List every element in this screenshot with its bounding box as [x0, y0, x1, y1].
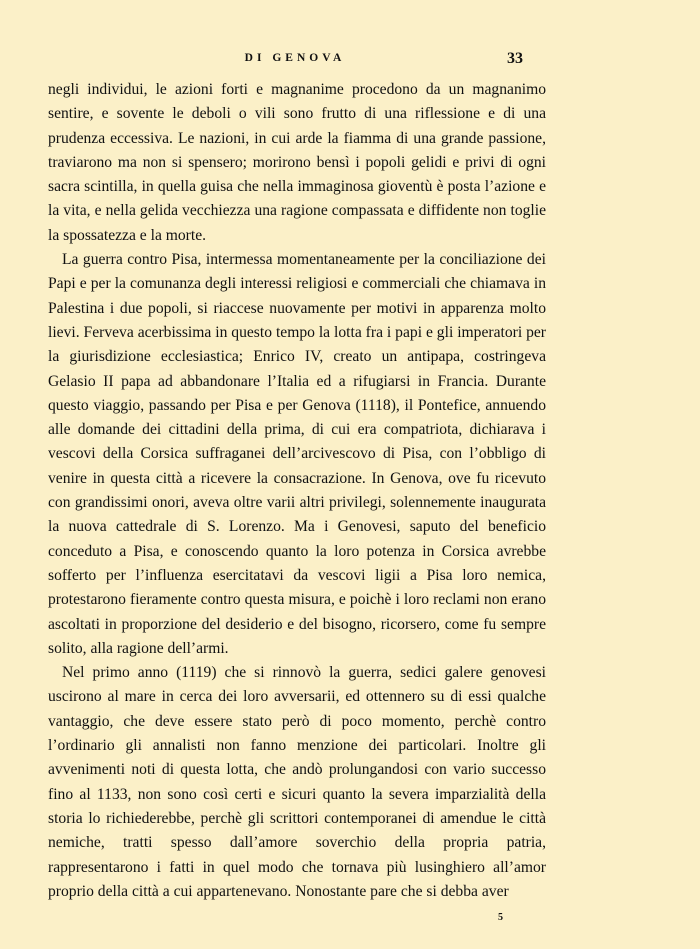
- page-number: 33: [507, 50, 523, 67]
- running-head: [0, 50, 700, 70]
- paragraph: Nel primo anno (1119) che si rinnovò la guerra, sedici galere genovesi uscirono al mare in cerca dei loro avversarii, ed ottennero su di essi qualche vantaggio, che deve essere stato però di poco momento, perchè contro l’ordinario gli annalisti non fanno menzione dei particolari. Inoltre gli avvenimenti noti di questa lotta, che andò prolungandosi con vario successo fino al 1133, non sono così certi e sicuri quanto la severa imparzialità della storia lo richiederebbe, perchè gli scrittori contemporanei di amendue le città nemiche, tratti spesso dall’amore soverchio della propria patria, rappresentarono i fatti in quel modo che tornava più lusinghiero all’amor proprio della città a cui appartenevano. Nonostante pare che si debba aver: [48, 664, 546, 900]
- signature-mark: 5: [498, 912, 503, 923]
- running-title: DI GENOVA: [244, 52, 346, 64]
- body-text: [48, 78, 546, 904]
- paragraph-continued: negli individui, le azioni forti e magnanime procedono da un magnanimo sentire, e sovente le deboli o vili sono frutto di una riflessione e di una prudenza eccessiva. Le nazioni, in cui arde la fiamma di una grande passione, traviarono ma non si spensero; morirono bensì i popoli gelidi e privi di ogni sacra scintilla, in quella guisa che nella immaginosa gioventù è posta l’azione e la vita, e nella gelida vecchiezza una ragione compassata e diffidente non toglie la spossatezza e la morte.: [48, 81, 546, 244]
- paragraph: La guerra contro Pisa, intermessa momentaneamente per la conciliazione dei Papi e per la comunanza degli interessi religiosi e commerciali che chiamava in Palestina i due popoli, si riaccese nuovamente per motivi in apparenza molto lievi. Ferveva acerbissima in questo tempo la lotta fra i papi e gli imperatori per la giurisdizione ecclesiastica; Enrico IV, creato un antipapa, costringeva Gelasio II papa ad abbandonare l’Italia ed a rifugiarsi in Francia. Durante questo viaggio, passando per Pisa e per Genova (1118), il Pontefice, annuendo alle domande dei cittadini della prima, di cui era compatriota, dichiarava i vescovi della Corsica suffraganei dell’arcivescovo di Pisa, con l’obbligo di venire in questa città a ricevere la consacrazione. In Genova, ove fu ricevuto con grandissimi onori, aveva oltre varii altri privilegi, solennemente inaugurata la nuova cattedrale di S. Lorenzo. Ma i Genovesi, saputo del beneficio conceduto a Pisa, e conoscendo quanto la loro potenza in Corsica avrebbe sofferto per l’influenza esercitatavi da vescovi ligii a Pisa loro nemica, protestarono fieramente contro questa misura, e poichè i loro reclami non erano ascoltati in proporzione del desiderio e del bisogno, ricorsero, come fu sempre solito, alla ragione dell’armi.: [48, 251, 546, 657]
